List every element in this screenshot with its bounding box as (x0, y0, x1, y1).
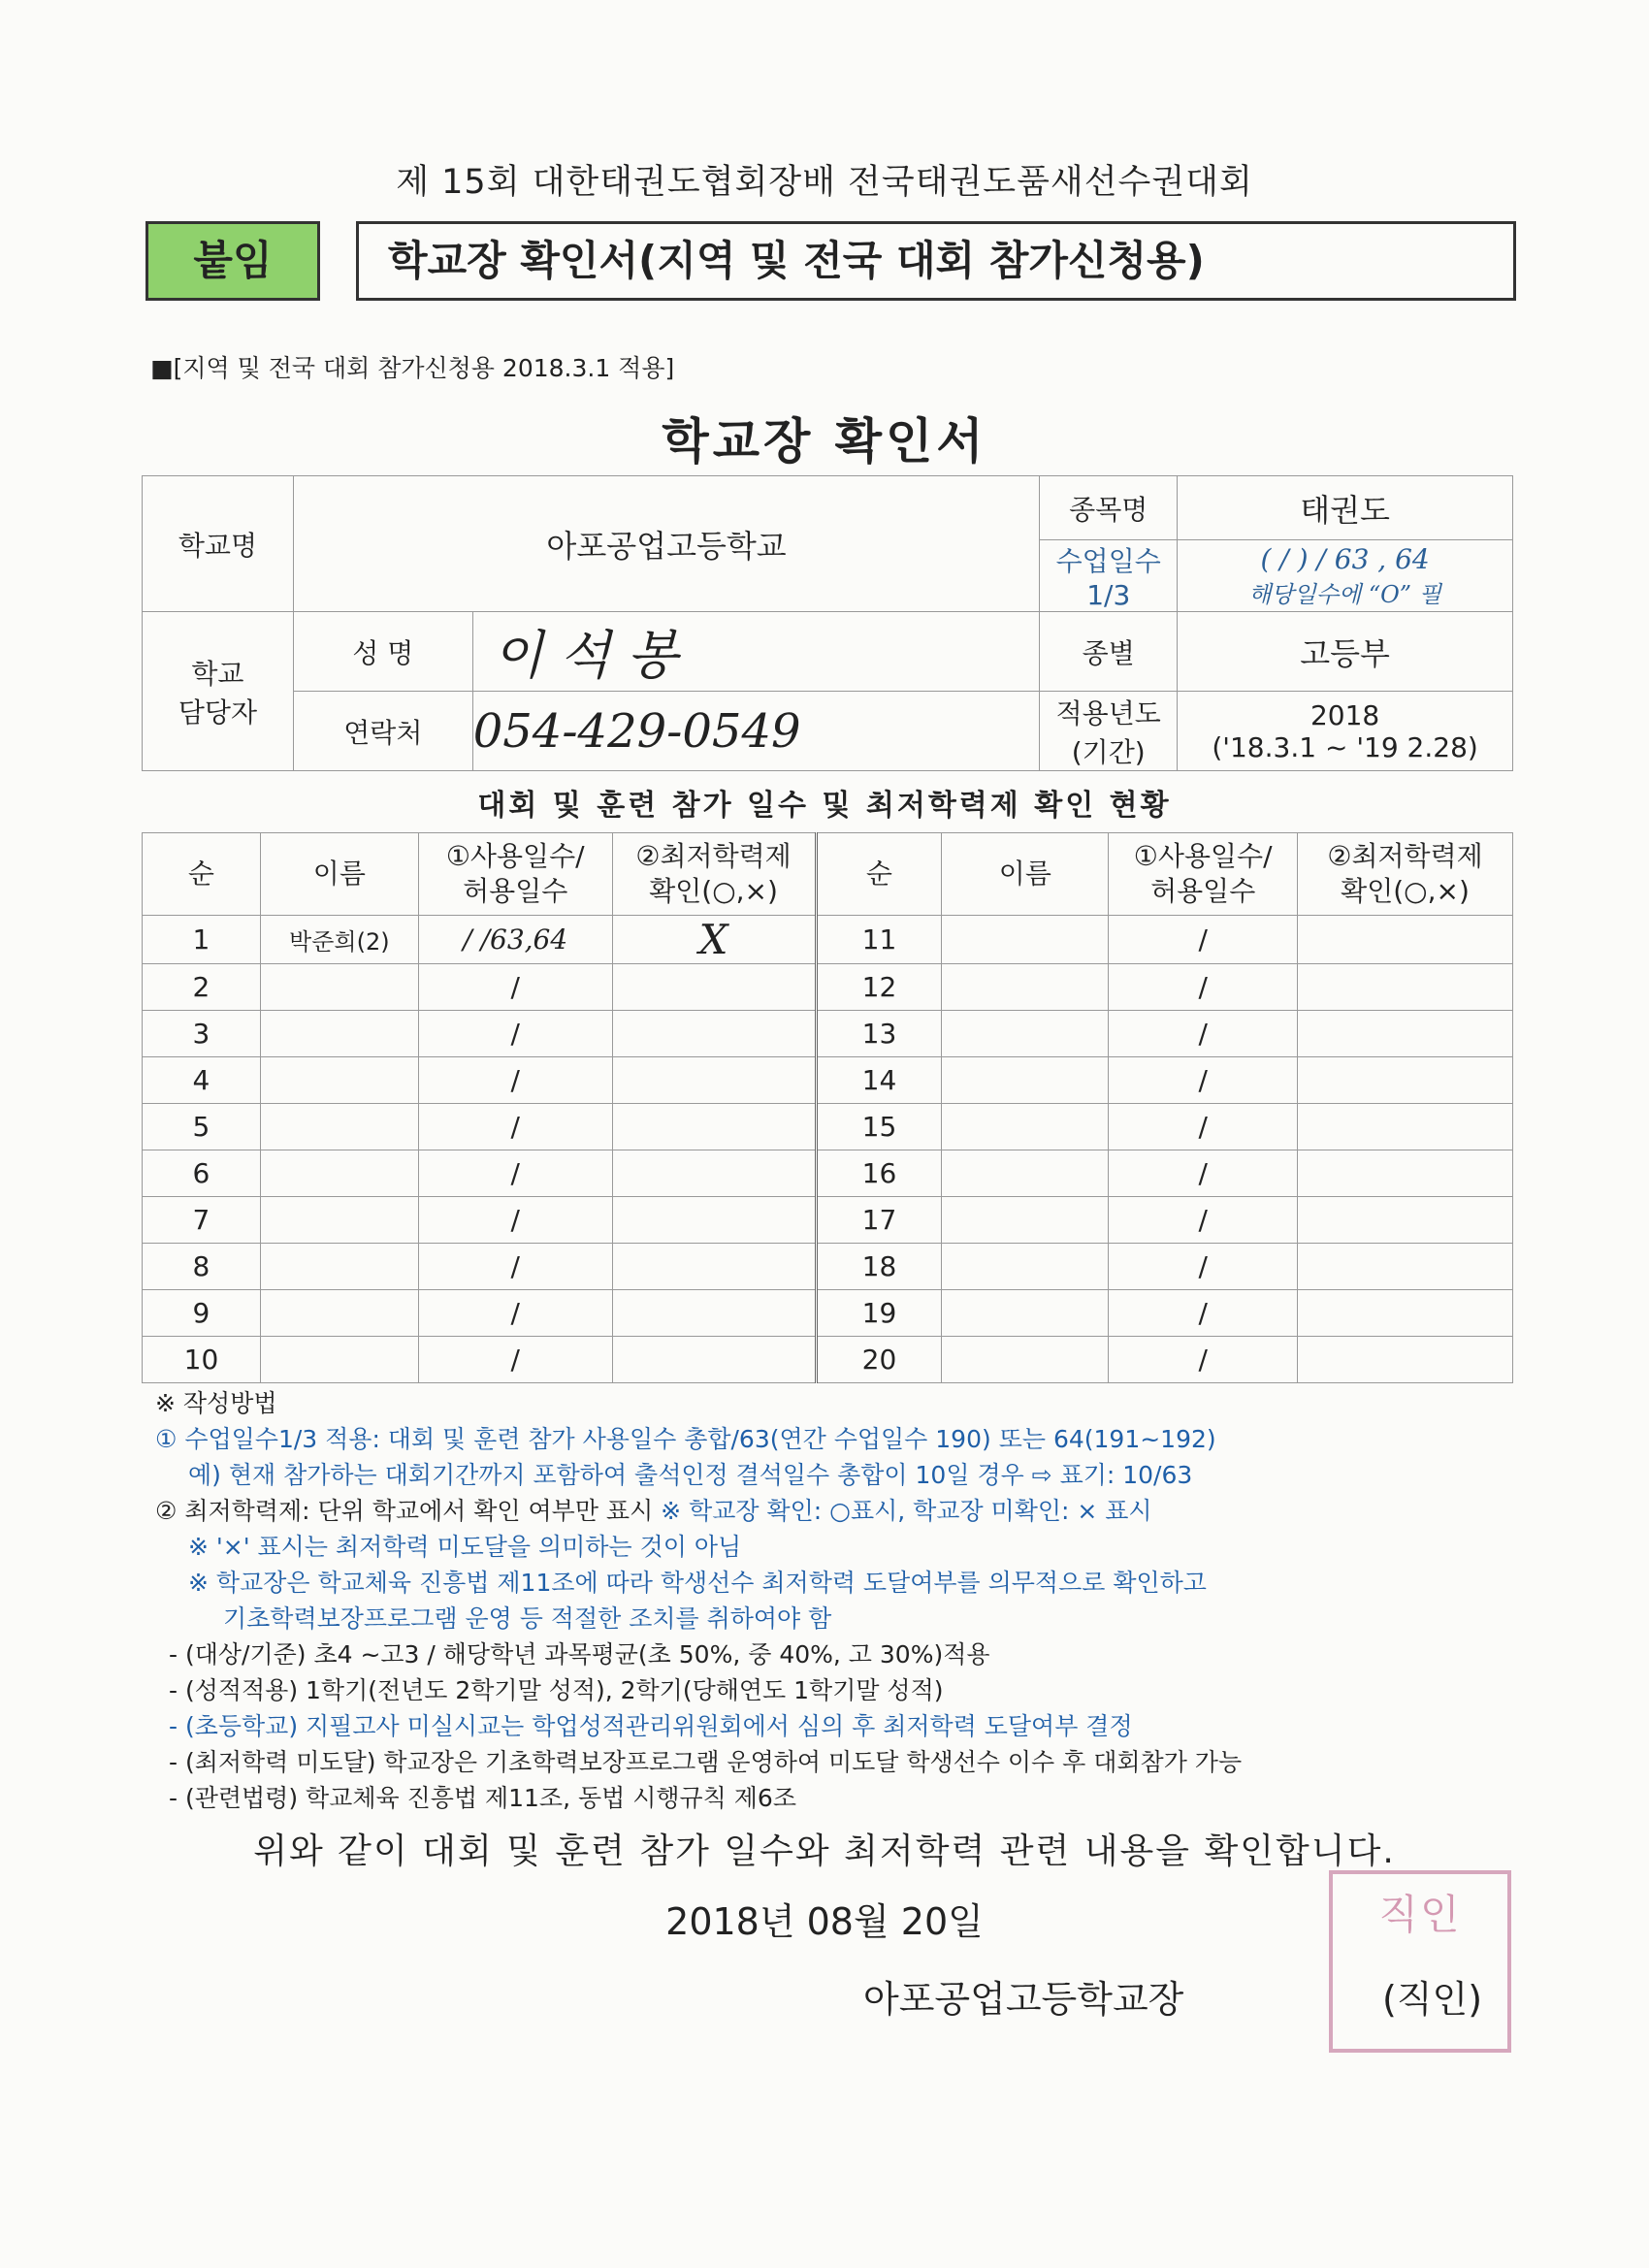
col-days-right-line2: 허용일수 (1150, 875, 1256, 907)
row-no: 8 (143, 1244, 261, 1290)
table-row (143, 1290, 1513, 1337)
col-check-line1: ②최저학력제 (635, 840, 792, 872)
row-name (942, 1150, 1109, 1197)
staff-label-line2: 담당자 (178, 696, 258, 729)
detail-5: - (관련법령) 학교체육 진흥법 제11조, 동법 시행규칙 제6조 (169, 1784, 796, 1812)
detail-4: - (최저학력 미도달) 학교장은 기초학력보장프로그램 운영하여 미도달 학생선수 이수 후 대회참가 가능 (169, 1748, 1243, 1776)
row-name (942, 1244, 1109, 1290)
year-value (1178, 692, 1513, 771)
row-no: 14 (816, 1057, 942, 1104)
contact-label: 연락처 (293, 692, 472, 771)
participation-table (142, 832, 1513, 1383)
row-check (612, 1290, 816, 1337)
row-name (942, 1057, 1109, 1104)
row-check (1298, 1057, 1513, 1104)
row-name (260, 1011, 418, 1057)
row-name (260, 1290, 418, 1337)
table-row (143, 1057, 1513, 1104)
col-check (612, 833, 816, 916)
school-days-label-line1: 수업일수 (1055, 545, 1161, 577)
school-name: 아포공업고등학교 (293, 476, 1039, 612)
col-check-line2: 확인(○,×) (649, 875, 778, 907)
table-row (143, 964, 1513, 1011)
col-no: 순 (143, 833, 261, 916)
row-days: / (1109, 964, 1298, 1011)
row-name (942, 916, 1109, 964)
col-days-line1: ①사용일수/ (445, 840, 585, 872)
row-name (942, 1197, 1109, 1244)
notes-heading: ※ 작성방법 (155, 1389, 277, 1417)
row-no: 17 (816, 1197, 942, 1244)
row-days: / (1109, 1150, 1298, 1197)
event-title: 제 15회 대한태권도협회장배 전국태권도품새선수권대회 (396, 163, 1253, 202)
row-name: 박준희(2) (260, 916, 418, 964)
row-check (612, 1057, 816, 1104)
row-name (260, 1150, 418, 1197)
contact-value: 054-429-0549 (472, 692, 1040, 771)
row-no: 20 (816, 1337, 942, 1383)
row-no: 11 (816, 916, 942, 964)
row-name (942, 1011, 1109, 1057)
row-name (260, 1244, 418, 1290)
row-check (612, 1197, 816, 1244)
row-days: / (418, 1150, 612, 1197)
year-value-line1: 2018 (1310, 698, 1380, 731)
row-no: 19 (816, 1290, 942, 1337)
year-value-line2: ('18.3.1 ~ '19 2.28) (1212, 730, 1478, 763)
staff-label (143, 612, 294, 771)
row-no: 16 (816, 1150, 942, 1197)
row-days: / (418, 1011, 612, 1057)
row-name (260, 964, 418, 1011)
row-no: 9 (143, 1290, 261, 1337)
detail-2: - (성적적용) 1학기(전년도 2학기말 성적), 2학기(당해연도 1학기말 성적) (169, 1676, 944, 1704)
row-days: / (1109, 1197, 1298, 1244)
official-seal: 직인 (1329, 1870, 1511, 2053)
confirmation-statement: 위와 같이 대회 및 훈련 참가 일수와 최저학력 관련 내용을 확인합니다. (253, 1831, 1396, 1871)
col-days-line2: 허용일수 (463, 875, 568, 907)
note-1a: ① 수업일수1/3 적용: 대회 및 훈련 참가 사용일수 총합/63(연간 수업일수 190) 또는 64(191~192) (155, 1425, 1216, 1453)
row-no: 5 (143, 1104, 261, 1150)
row-check (1298, 1290, 1513, 1337)
table-row (143, 1337, 1513, 1383)
row-days: / (418, 1104, 612, 1150)
row-days: / (1109, 1104, 1298, 1150)
col-check-right (1298, 833, 1513, 916)
detail-3: - (초등학교) 지필고사 미실시교는 학업성적관리위원회에서 심의 후 최저학력 도달여부 결정 (169, 1712, 1133, 1740)
row-name (942, 1104, 1109, 1150)
row-days: / (418, 1290, 612, 1337)
row-check (1298, 1104, 1513, 1150)
principal-title: 아포공업고등학교장 (863, 1978, 1184, 2021)
table-row (143, 916, 1513, 964)
row-check (612, 1011, 816, 1057)
row-no: 3 (143, 1011, 261, 1057)
staff-label-line1: 학교 (191, 657, 244, 690)
section-title: 대회 및 훈련 참가 일수 및 최저학력제 확인 현황 (477, 789, 1172, 823)
table-row (143, 1150, 1513, 1197)
col-days-right-line1: ①사용일수/ (1133, 840, 1273, 872)
row-name (942, 964, 1109, 1011)
row-no: 13 (816, 1011, 942, 1057)
row-no: 10 (143, 1337, 261, 1383)
table-row (143, 1011, 1513, 1057)
row-days: / (1109, 916, 1298, 964)
note-4a: ※ 학교장은 학교체육 진흥법 제11조에 따라 학생선수 최저학력 도달여부를 의무적으로 확인하고 (188, 1569, 1207, 1597)
row-check (1298, 1011, 1513, 1057)
row-days: / (418, 964, 612, 1011)
col-name: 이름 (260, 833, 418, 916)
row-no: 12 (816, 964, 942, 1011)
row-name (260, 1104, 418, 1150)
row-check (1298, 964, 1513, 1011)
row-check: X (612, 916, 816, 964)
row-no: 1 (143, 916, 261, 964)
staff-name: 이 석 봉 (472, 612, 1040, 692)
row-no: 6 (143, 1150, 261, 1197)
row-days: / (1109, 1244, 1298, 1290)
row-check (1298, 1337, 1513, 1383)
table-row (143, 1197, 1513, 1244)
row-name (260, 1197, 418, 1244)
row-days: / (1109, 1290, 1298, 1337)
row-check (612, 1150, 816, 1197)
row-days: / (1109, 1057, 1298, 1104)
year-label-line2: (기간) (1071, 735, 1146, 768)
row-no: 2 (143, 964, 261, 1011)
detail-1: - (대상/기준) 초4 ~고3 / 해당학년 과목평균(초 50%, 중 40%, 고 30%)적용 (169, 1640, 990, 1669)
row-no: 7 (143, 1197, 261, 1244)
row-check (612, 1244, 816, 1290)
row-no: 15 (816, 1104, 942, 1150)
table-row (143, 1104, 1513, 1150)
school-days-fraction: ( / ) / 63 , 64 (1260, 542, 1430, 575)
main-title: 학교장 확인서 (662, 413, 987, 470)
school-days-value (1178, 540, 1513, 612)
row-check (1298, 916, 1513, 964)
school-name-label: 학교명 (143, 476, 294, 612)
col-days (418, 833, 612, 916)
row-name (942, 1290, 1109, 1337)
apply-note: ■[지역 및 전국 대회 참가신청용 2018.3.1 적용] (150, 354, 675, 382)
row-check (612, 1337, 816, 1383)
year-label-line1: 적용년도 (1055, 697, 1161, 729)
seal-word: (직인) (1382, 1978, 1483, 2021)
attachment-badge: 붙임 (146, 221, 320, 301)
note-2 (155, 1493, 1533, 1529)
event-value: 태권도 (1178, 476, 1513, 540)
row-days: / (418, 1057, 612, 1104)
school-days-label-line2: 1/3 (1086, 579, 1131, 611)
row-check (612, 964, 816, 1011)
note-4b: 기초학력보장프로그램 운영 등 적절한 조치를 취하여야 함 (223, 1604, 832, 1633)
event-label: 종목명 (1040, 476, 1178, 540)
note-2b: ※ 학교장 확인: ○표시, 학교장 미확인: × 표시 (661, 1497, 1152, 1525)
division-label: 종별 (1040, 612, 1178, 692)
row-days: / (1109, 1337, 1298, 1383)
row-days: / (1109, 1011, 1298, 1057)
info-table (142, 475, 1513, 771)
year-label (1040, 692, 1178, 771)
row-check (1298, 1197, 1513, 1244)
row-check (1298, 1244, 1513, 1290)
row-no: 4 (143, 1057, 261, 1104)
school-days-note: 해당일수에 “O” 필 (1248, 580, 1441, 608)
row-name (260, 1057, 418, 1104)
table-row (143, 1244, 1513, 1290)
row-name (260, 1337, 418, 1383)
document-type-title: 학교장 확인서(지역 및 전국 대회 참가신청용) (356, 221, 1516, 301)
col-name-right: 이름 (942, 833, 1109, 916)
row-name (942, 1337, 1109, 1383)
row-days: / (418, 1337, 612, 1383)
row-days: / /63,64 (418, 916, 612, 964)
name-label: 성 명 (293, 612, 472, 692)
note-3: ※ '×' 표시는 최저학력 미도달을 의미하는 것이 아님 (188, 1533, 742, 1561)
row-days: / (418, 1244, 612, 1290)
note-2a: ② 최저학력제: 단위 학교에서 확인 여부만 표시 (155, 1497, 654, 1525)
division-value: 고등부 (1178, 612, 1513, 692)
writing-notes (155, 1385, 1533, 1816)
row-days: / (418, 1197, 612, 1244)
row-check (612, 1104, 816, 1150)
school-days-label (1040, 540, 1178, 612)
col-check-right-line1: ②최저학력제 (1327, 840, 1483, 872)
note-1b: 예) 현재 참가하는 대회기간까지 포함하여 출석인정 결석일수 총합이 10일 경우 ⇨ 표기: 10/63 (188, 1461, 1193, 1489)
issue-date: 2018년 08월 20일 (665, 1900, 984, 1943)
row-check (1298, 1150, 1513, 1197)
col-days-right (1109, 833, 1298, 916)
col-no-right: 순 (816, 833, 942, 916)
row-no: 18 (816, 1244, 942, 1290)
col-check-right-line2: 확인(○,×) (1341, 875, 1470, 907)
